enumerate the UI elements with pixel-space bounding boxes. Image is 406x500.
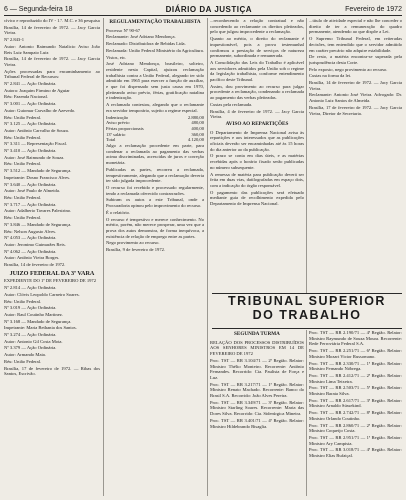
paragraph: Processo Nº 90-67 [106,27,141,33]
paragraph: Custas na forma da lei. [309,73,352,79]
table-value-cell: 400,00 [191,125,204,131]
paragraph: Nº 3.311 — Representação Fiscal. [4,141,67,147]
paragraph: Brasília, 14 de fevereiro de 1972. — Jacy Garcia Vieira. [4,24,100,36]
paragraph: Brasília, 4 de fevereiro de 1972. — Jacy Garcia Vieira. [210,108,304,120]
column-2 [106,18,204,496]
paragraph: Autor: Armando Maia. [4,352,46,358]
paragraph: A Consolidação das Leis do Trabalho é aplicável aos servidores admitidos pela União sob o regime da legislação trabalhista, conforme entendimento pacífico deste Tribunal. [210,59,304,83]
paragraph: Nº 3.274 — Ação Ordinária. [4,332,57,338]
paragraph: Proc. TST — RR 3.018/71 — 4ª Região. Relator: Ministro Elias Bufaiçal. [309,447,402,459]
header-date: Fevereiro de 1972 [345,6,402,13]
column-4-top [309,18,402,323]
paragraph: Nº 3.125 — Ação Ordinária. [4,121,57,127]
paragraph: Proc. TST — RR 3.217/71 — 1ª Região. Relator: Ministro Renato Machado. Recorrente: Banco do Brasil S.A. Recorrido: João Alves Pereira. [210,381,304,399]
paragraph: Quanto ao mérito, o direito do reclamante é inquestionável, pois a prova testemunhal confirmou a prestação de serviços de natureza permanente, subordinada e remunerada. [210,36,304,59]
paragraph: Nº 3.640 — Ação Ordinária. [4,181,57,187]
page-header [4,4,402,15]
paragraph: Brasília, 17 de fevereiro de 1972. — Jacy Garcia Vieira, Diretor de Secretaria. [309,104,402,116]
paragraph: Proc. TST — RR 2.330/71 — 1ª Região. Relator: Ministro Fernando Nóbrega. [309,360,402,372]
paragraph: Vistos, etc. [106,54,127,60]
column-divider [306,330,307,496]
paragraph: Reclamante: Antonio José Vieira. Advogado: Dr. Antonio Luiz Santos de Almeida. [309,92,402,104]
paragraph: Proc. TST — RR 2.617/71 — 3ª Região. Relator: Ministro Arnaldo Süssekind. [309,397,402,409]
paragraph: Proc. TST — RR 2.503/71 — 5ª Região. Relator: Ministro Barata Silva. [309,385,402,397]
banner-line-1: TRIBUNAL SUPERIOR [228,294,386,308]
paragraph: Proc. TST — RR 2.860/71 — 2ª Região. Relator: Ministro Coqueijo Costa. [309,422,402,434]
paragraph: Réu: União Federal. [4,358,42,364]
paragraph: Autor: Adalberto Tavares Palestrino. [4,208,72,214]
paragraph: Nº 4.062 — Ação Ordinária. [4,248,57,254]
paragraph: Brasília, 17 de fevereiro de 1972. — Ribas dos Santos, Escrivão. [4,365,100,377]
paragraph: Impetrante: Maria Bethania dos Santos. [4,325,77,331]
column-4-bottom [309,330,402,496]
paragraph: Proc. TST — RR 3.349/71 — 3ª Região. Relator: Ministro Starling Soares. Recorrente: Maria das Dores Silva. Recorrido: Cia. Siderúrgica Mineira. [210,399,304,417]
paragraph: Proc. TST — RR 2.951/71 — 1ª Região. Relator: Ministro Ary Campista. [309,434,402,446]
paragraph: Réu: União Federal. [4,161,42,167]
header-rule [4,15,402,16]
paragraph: José Adriano Mendonça, brasileiro, solteiro, residente nesta Capital, ajuizou reclamação trabalhista contra a União Federal, alegando ter sido admitido em 1965 para exercer a função de auxiliar, e que foi dispensado sem justa causa em 1970, pleiteando aviso prévio, férias, gratificação natalina e indenização. [106,61,204,101]
column-divider [207,18,208,496]
paragraph: Autor: José Paulo de Almeida. [4,188,61,194]
paragraph: Reclamado: Distribuidora de Bebidas Ltda. [106,41,186,47]
table-value-cell: 4.120,00 [187,137,204,143]
paragraph: RELAÇÃO DOS PROCESSOS DISTRIBUÍDOS AOS SENHORES MINISTROS EM 14 DE FEVEREIRO DE 1972 [210,339,304,357]
paragraph: Proc. TST — RR 2.190/71 — 4ª Região. Relator: Ministro Raymundo de Souza Moura. Recorrente: Rede Ferroviária Federal S.A. [309,330,402,347]
paragraph: EXPEDIENTE DO 1º DE FEVEREIRO DE 1972 [4,278,97,284]
paragraph: Nego provimento ao recurso. [106,240,160,246]
paragraph: Julgo a reclamação procedente em parte, para condenar a reclamada ao pagamento das verbas acima discriminadas, acrescidas de juros e correção monetária. [106,143,204,166]
table-value-cell: 480,00 [191,120,204,126]
paragraph: Nº 3.001 — Ação Ordinária. [4,101,57,107]
table-label-cell: Indenização [106,114,129,120]
paragraph: Autor: José Raimundo de Souza. [4,154,65,160]
paragraph: Proc. TST — RR 2.742/71 — 8ª Região. Relator: Ministro Orlando Coutinho. [309,410,402,421]
paragraph: Brasília, 14 de fevereiro de 1972. [4,262,66,268]
paragraph: A reclamada contestou, alegando que o reclamante era servidor temporário, sujeito a regime especial. [106,102,204,113]
paragraph: Réu: União Federal. [4,134,42,140]
column-3-top [210,18,304,323]
paragraph: cívico e reproduzido do IV - 1.º. M.C. e 36 pesquisa [4,18,100,23]
paragraph: ...titulo de atividade especial e não lhe conceder o direito de ter a remuneração do quadro permanente, atendendo ao que dispõe a Lei. [309,18,402,35]
column-divider [306,18,307,323]
paragraph: Nº 2.843-1 [4,37,25,43]
paragraph: Réu: União Federal. [4,215,42,221]
table-label-cell: Total [106,137,116,143]
paragraph: Assim, dou provimento ao recurso para julgar procedente a reclamação, condenando a reclamada ao pagamento das verbas pleiteadas. [210,83,304,101]
paragraph: Reclamante: José Adriano Mendonça. [106,34,176,40]
paragraph: O recurso é tempestivo e merece conhecimento. No mérito, porém, não merece prosperar, uma vez que a prova dos autos demonstra, de forma inequívoca, a existência de relação de emprego entre as partes. [106,216,204,239]
paragraph: Nº 3.379 — Ação Ordinária. [4,345,57,351]
paragraph: ...reconhecendo a relação contratual e não concedendo ao reclamante os direitos pleiteados, pelo que julgou improcedente a reclamação. [210,18,304,35]
table-value-cell: 2.880,00 [187,114,204,120]
paragraph: Autor: Antônio Carvalho de Souza. [4,127,69,133]
paragraph: Nº 3.717 — Ação Ordinária. [4,201,57,207]
table-label-cell: Férias proporcionais [106,125,144,131]
paragraph: Réu: União Federal. [4,298,42,304]
paragraph: A remessa de matéria para publicação deverá ser feita em duas vias, datilografadas em espaço dois, com a indicação do órgão responsável. [210,171,304,188]
paragraph: De resto, a matéria encontra-se superada pela jurisprudência desta Corte. [309,54,402,65]
paragraph: Nº 3.512 — Mandado de Segurança. [4,168,72,174]
paragraph: Réu: Fazenda Nacional. [4,94,49,100]
paragraph: Pelo exposto, nego provimento ao recurso. [309,66,388,72]
column-1 [4,18,100,496]
paragraph: Autor: Antonio Gil Costa Mota. [4,338,63,344]
table-label-cell: Aviso prévio [106,120,130,126]
paragraph: Réu: União Federal. [4,194,42,200]
paragraph: O pagamento das publicações será efetuado mediante guia de recolhimento expedida pelo Departamento de Imprensa Nacional. [210,189,304,207]
paragraph: Nº 2.814 — Ação Ordinária. [4,285,57,291]
amounts-table [106,115,204,144]
section-heading: AVISO AO REPARTIÇÕES [225,120,289,127]
paragraph: Nº 4.053 — Ação Ordinária. [4,235,57,241]
table-label-cell: 13º salário [106,131,126,137]
paragraph: Réu: União Federal. [4,114,42,120]
paragraph: Autor: Antônio Vieira Borges. [4,255,60,261]
paragraph: Autor: Clóvis Leopoldo Carneiro Soares. [4,291,80,297]
paragraph: Brasília, 14 de fevereiro de 1972. — Jacy Garcia Vieira. [309,80,402,91]
paragraph: O Supremo Tribunal Federal, em reiteradas decisões, tem entendido que o servidor admitido em caráter precário não adquire estabilidade. [309,36,402,53]
paragraph: Brasília, 14 de fevereiro de 1972. — Jacy Garcia Vieira. [4,56,100,67]
paragraph: Nº 3.168 — Mandado de Segurança. [4,318,72,324]
paragraph: Réu: Nelson Augusto Alves. [4,228,57,234]
column-3-bottom [210,330,304,496]
paragraph: O prazo se conta em dias úteis, e as matérias recebidas após o horário fixado serão publicadas no número subsequente. [210,153,304,170]
column-divider [103,18,104,496]
paragraph: Autor: Guiomar Carvalho de Azevedo. [4,107,76,113]
paragraph: Proc. TST — RR 2.251/71 — 6ª Região. Relator: Ministro Mozart Victor Russomano. [309,348,402,359]
paragraph: Brasília, 9 de fevereiro de 1972. [106,247,166,253]
paragraph: Autor: Raul Coutinho Martinez. [4,311,63,317]
masthead-title: DIÁRIO DA JUSTIÇA [165,5,253,14]
paragraph: Proc. TST — RR 2.412/71 — 2ª Região. Relator: Ministro Lima Teixeira. [309,372,402,384]
paragraph: Nº 3.019 — Ação Ordinária. [4,305,57,311]
paragraph: Impetrante: Dosno Francisco Alves. [4,174,71,180]
section-heading: REGULAMENTAÇÃO TRABALHISTA [109,19,201,25]
section-heading: SEGUNDA TURMA [234,331,280,337]
header-left: 6 — Segunda-feira 18 [4,6,73,13]
paragraph: Autora: Joaquim Firmino de Aguiar [4,87,70,93]
paragraph: O Departamento de Imprensa Nacional avisa às repartições e aos interessados que as publicações oficiais deverão ser encaminhadas até às 15 horas do dia anterior ao da publicação. [210,129,304,152]
section-heading: JUIZO FEDERAL DA 3ª VARA [9,269,95,277]
paragraph: Autor: Jeronimo Guimarães Reis. [4,241,66,247]
paragraph: Proc. TST — RR 3.401/71 — 4ª Região. Relator: Ministro Hildebrando Bisaglia. [210,417,304,429]
paragraph: Autor: Antonio Raimundo Natalicio Aviso João Reis Luiz Sampaio Luiz [4,43,100,55]
paragraph: Custas pela reclamada. [210,101,253,107]
paragraph: O recurso foi recebido e processado regularmente, tendo a reclamada oferecido contrarrazões. [106,184,204,196]
paragraph: Ações processadas para encaminhamento ao Tribunal Federal de Recursos: [4,68,100,80]
paragraph: Nº 2.841 — Ação Ordinária. [4,81,57,87]
paragraph: Publicadas as partes, recorreu a reclamada, tempestivamente, alegando que a reclamação deveria ter sido julgada improcedente. [106,166,204,184]
banner-line-2: DO TRABALHO [252,308,362,322]
paragraph: Nº 3.846 — Mandado de Segurança. [4,221,72,227]
tribunal-banner [212,293,402,329]
table-value-cell: 360,00 [191,131,204,137]
paragraph: Nº 3.410 — Ação Ordinária. [4,148,57,154]
paragraph: Reclamada: União Federal Ministério da Agricultura. [106,47,204,53]
paragraph: Subiram os autos a este Tribunal, onde a Procuradoria opinou pelo improvimento do recurso. [106,197,204,209]
paragraph: Proc. TST — RR 3.104/71 — 2ª Região. Relator: Ministro Thélio Monteiro. Recorrente: Antônio Fernandes. Recorrido: Cia. Paulista de Força e Luz. [210,357,304,380]
paragraph: É o relatório. [106,209,131,215]
